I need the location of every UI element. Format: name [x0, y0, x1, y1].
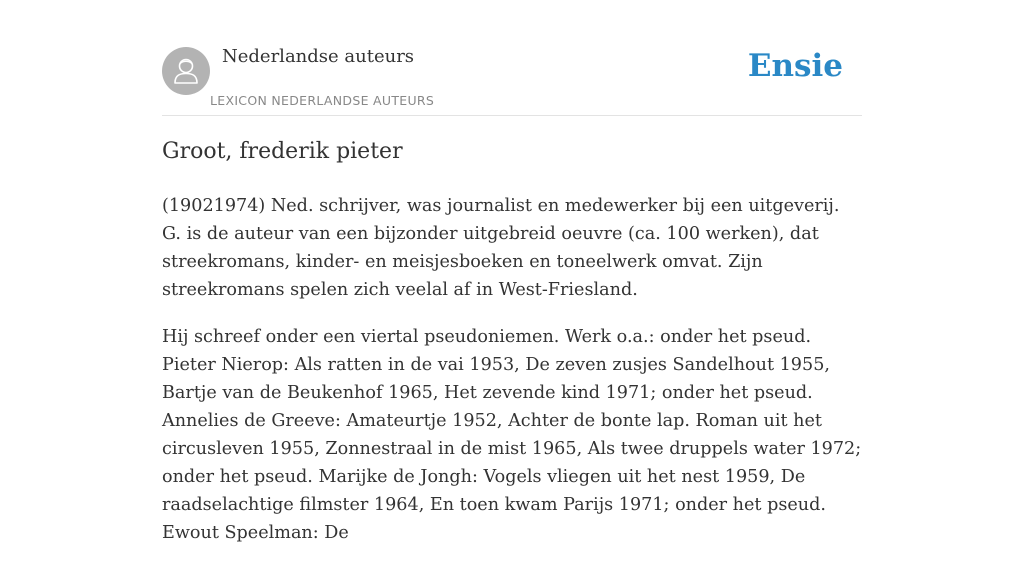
article-paragraph-1: (19021974) Ned. schrijver, was journalist en medewerker bij een uitgeverij. G. is de auteur van een bijzonder uitgebreid oeuvre (ca. 100 werken), dat streekromans, kinder- en meisjesboeken en toneelwerk omvat. Zijn streekromans spelen zich veelal af in West-Friesland. [162, 196, 840, 300]
author-name-link[interactable]: Nederlandse auteurs [222, 46, 415, 67]
user-avatar-icon[interactable] [162, 47, 210, 95]
header-divider [162, 115, 862, 116]
site-header [162, 0, 862, 116]
article-paragraph-2: Hij schreef onder een viertal pseudoniemen. Werk o.a.: onder het pseud. Pieter Nierop: Als ratten in de vai 1953, De zeven zusjes Sandelhout 1955, Bartje van de Beukenhof 1965, Het zevende kind 1971; onder het pseud. Annelies de Greeve: Amateurtje 1952, Achter de bonte lap. Roman uit het circusleven 1955, Zonnestraal in de mist 1965, Als twee druppels water 1972; onder het pseud. Marijke de Jongh: Vogels vliegen uit het nest 1959, De raadselachtige filmster 1964, En toen kwam Parijs 1971; onder het pseud. Ewout Speelman: De [162, 327, 862, 543]
user-silhouette-icon [162, 47, 210, 95]
ensie-logo[interactable]: Ensie [747, 48, 843, 84]
lexicon-subtitle: LEXICON NEDERLANDSE AUTEURS [210, 93, 435, 108]
article-body [162, 192, 862, 566]
article-title: Groot, frederik pieter [162, 139, 403, 164]
